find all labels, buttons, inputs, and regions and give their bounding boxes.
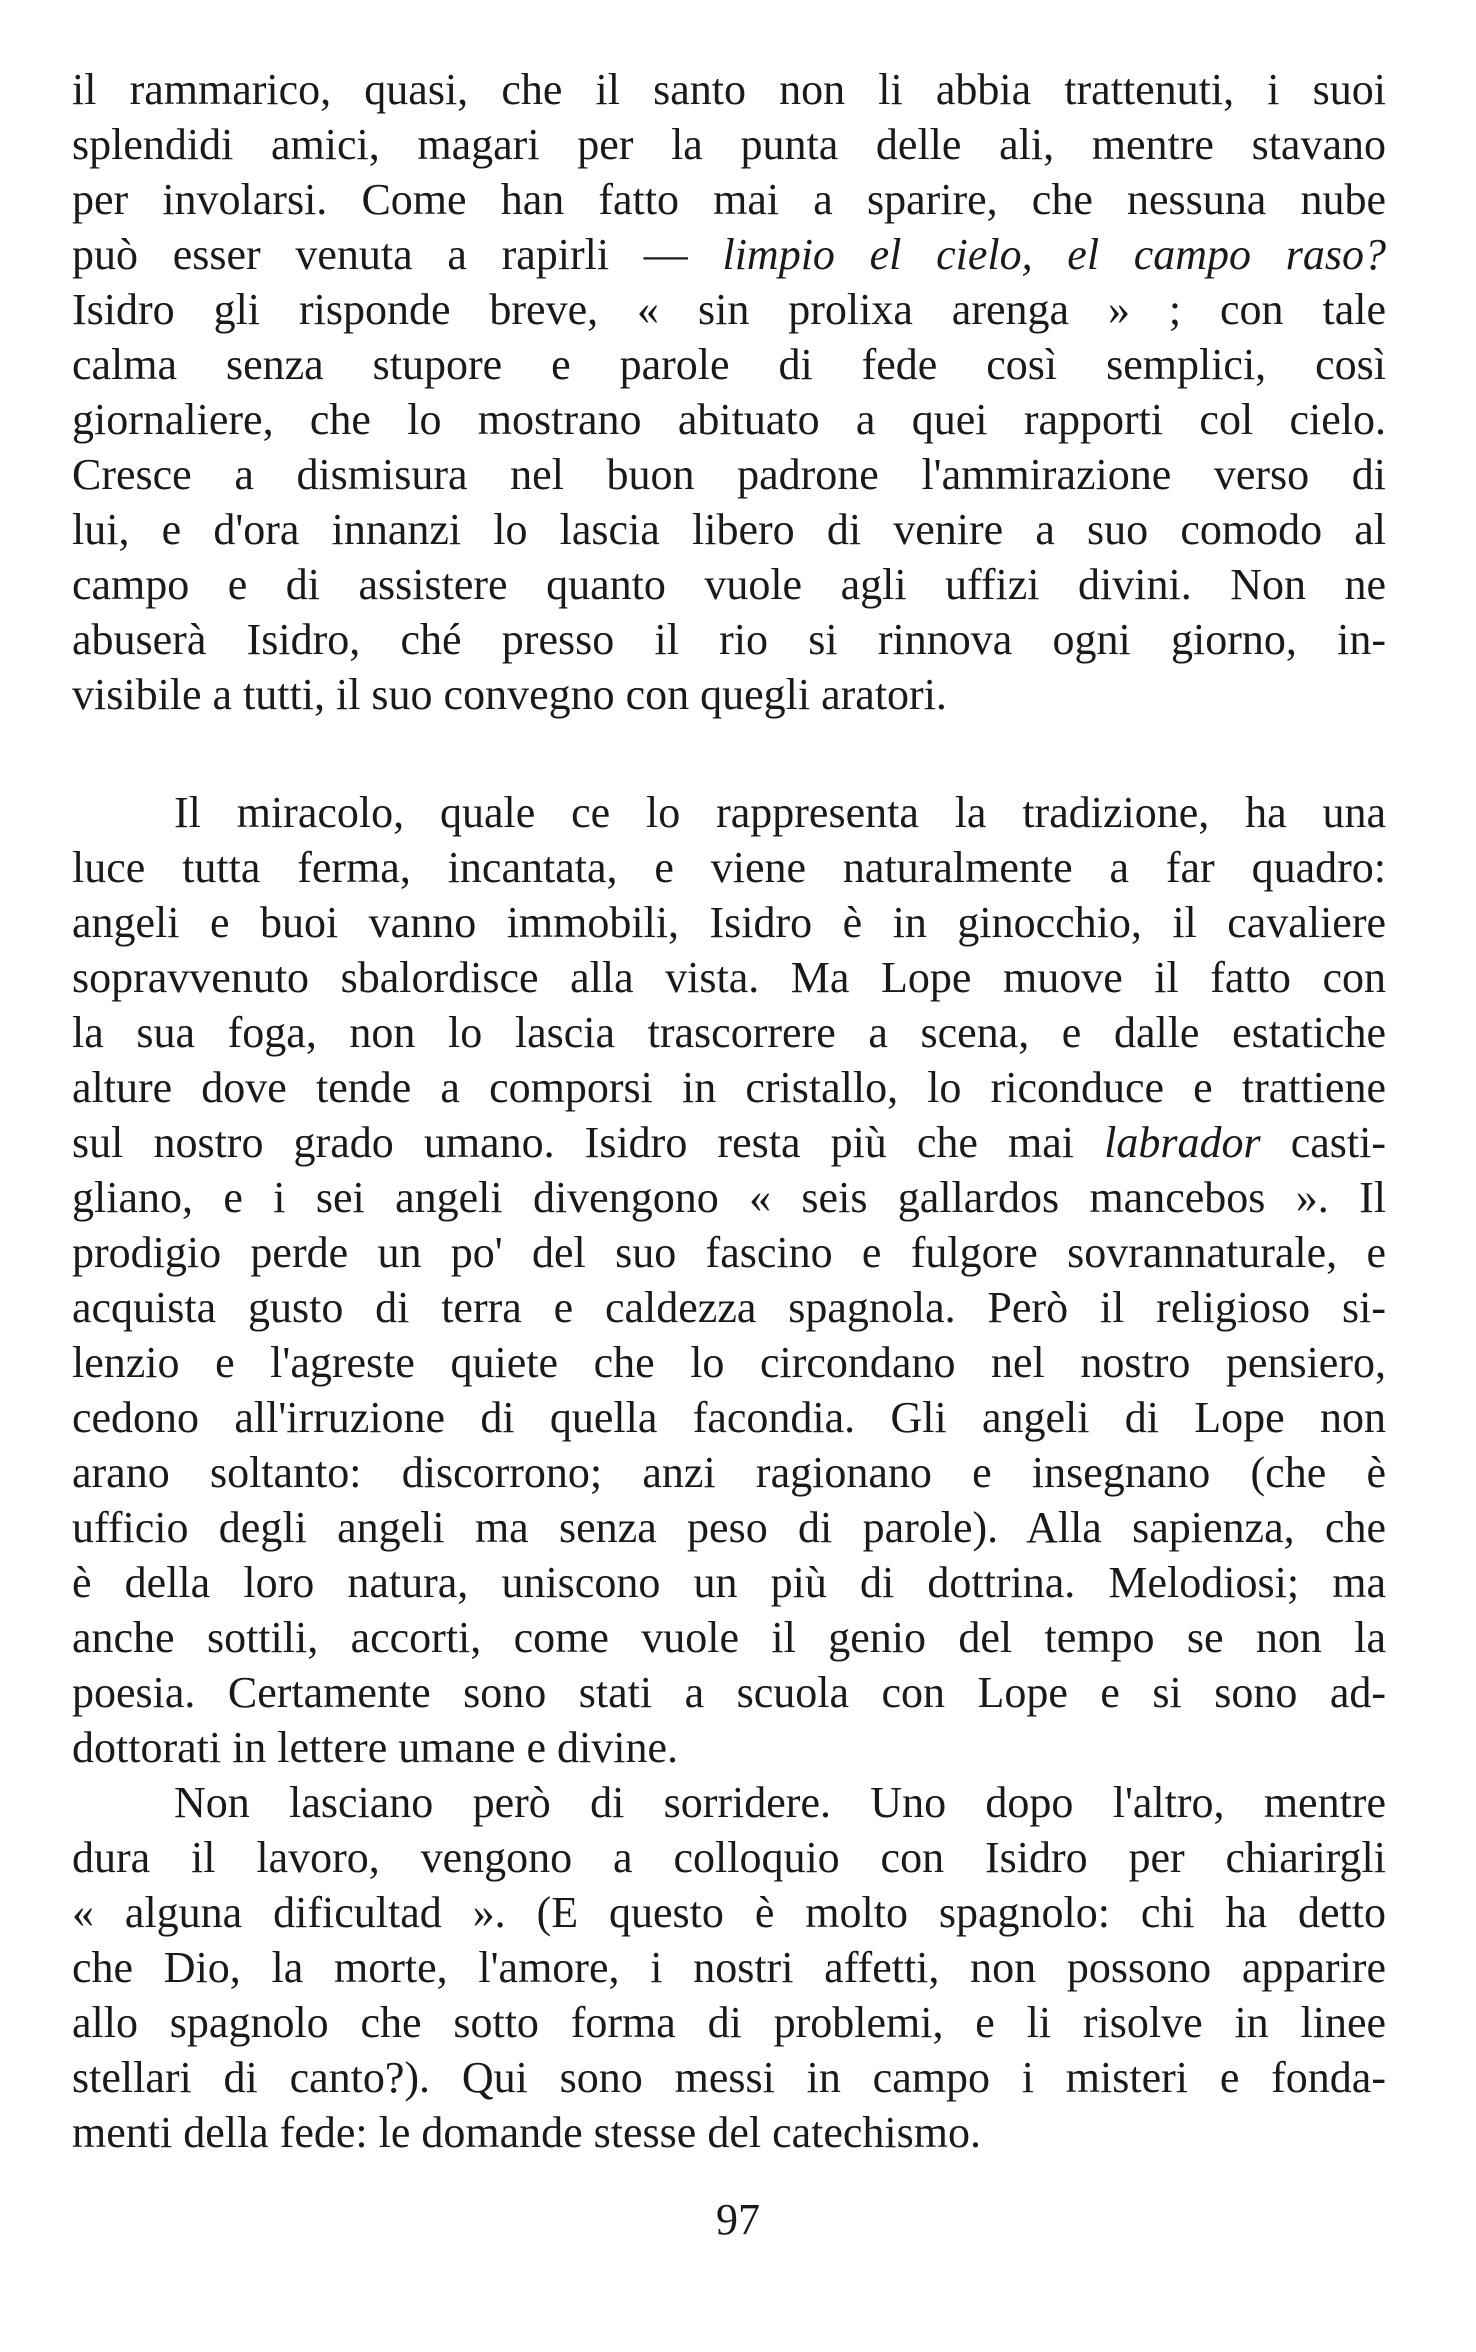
text-line: calma senza stupore e parole di fede così semplici, così [72, 340, 1386, 389]
text-line: allo spagnolo che sotto forma di problemi, e li risolve in linee [72, 1998, 1386, 2047]
italic-quote: limpio el cielo, el campo raso? [722, 230, 1387, 279]
text-line: giornaliere, che lo mostrano abituato a quei rapporti col cielo. [72, 395, 1386, 444]
text-span: può esser venuta a rapirli — [72, 230, 723, 279]
italic-word: labrador [1104, 1118, 1261, 1167]
text-line: Il miracolo, quale ce lo rappresenta la tradizione, ha una [174, 788, 1386, 837]
text-line: lenzio e l'agreste quiete che lo circondano nel nostro pensiero, [72, 1338, 1386, 1387]
text-line: per involarsi. Come han fatto mai a sparire, che nessuna nube [72, 175, 1386, 224]
text-line: visibile a tutti, il suo convegno con quegli aratori. [72, 670, 947, 719]
text-line: la sua foga, non lo lascia trascorrere a scena, e dalle estatiche [72, 1008, 1386, 1057]
text-line: menti della fede: le domande stesse del catechismo. [72, 2108, 982, 2157]
page-number: 97 [716, 2195, 760, 2244]
text-line: acquista gusto di terra e caldezza spagnola. Però il religioso si- [72, 1283, 1386, 1332]
text-line: splendidi amici, magari per la punta delle ali, mentre stavano [72, 120, 1386, 169]
text-line: stellari di canto?). Qui sono messi in campo i misteri e fonda- [72, 2053, 1386, 2102]
text-line: lui, e d'ora innanzi lo lascia libero di venire a suo comodo al [72, 505, 1386, 554]
text-line: sopravvenuto sbalordisce alla vista. Ma Lope muove il fatto con [72, 953, 1386, 1002]
text-line: è della loro natura, uniscono un più di dottrina. Melodiosi; ma [72, 1558, 1386, 1607]
text-line: gliano, e i sei angeli divengono « seis gallardos mancebos ». Il [72, 1173, 1386, 1222]
text-line [72, 225, 1386, 285]
text-line: alture dove tende a comporsi in cristallo, lo riconduce e trattiene [72, 1063, 1386, 1112]
text-line: dottorati in lettere umane e divine. [72, 1723, 679, 1772]
text-line: campo e di assistere quanto vuole agli uffizi divini. Non ne [72, 560, 1386, 609]
text-line: abuserà Isidro, ché presso il rio si rinnova ogni giorno, in- [72, 615, 1386, 664]
text-span: casti- [1260, 1118, 1387, 1167]
text-span: sul nostro grado umano. Isidro resta più che mai [72, 1118, 1075, 1167]
text-line: angeli e buoi vanno immobili, Isidro è in ginocchio, il cavaliere [72, 898, 1386, 947]
text-line: anche sottili, accorti, come vuole il genio del tempo se non la [72, 1613, 1386, 1662]
text-line: il rammarico, quasi, che il santo non li abbia trattenuti, i suoi [72, 65, 1386, 114]
text-line: cedono all'irruzione di quella facondia. Gli angeli di Lope non [72, 1393, 1386, 1442]
text-line: poesia. Certamente sono stati a scuola con Lope e si sono ad- [72, 1668, 1386, 1717]
text-line: ufficio degli angeli ma senza peso di parole). Alla sapienza, che [72, 1503, 1386, 1552]
text-line: dura il lavoro, vengono a colloquio con Isidro per chiarirgli [72, 1833, 1386, 1882]
text-line: Non lasciano però di sorridere. Uno dopo l'altro, mentre [174, 1778, 1386, 1827]
text-line: Isidro gli risponde breve, « sin prolixa arenga » ; con tale [72, 285, 1386, 334]
text-line: luce tutta ferma, incantata, e viene naturalmente a far quadro: [72, 843, 1386, 892]
text-line [72, 1113, 1386, 1173]
text-line: arano soltanto: discorrono; anzi ragionano e insegnano (che è [72, 1448, 1386, 1497]
text-line: « alguna dificultad ». (E questo è molto spagnolo: chi ha detto [72, 1888, 1386, 1937]
text-line: Cresce a dismisura nel buon padrone l'ammirazione verso di [72, 450, 1386, 499]
text-line: prodigio perde un po' del suo fascino e fulgore sovrannaturale, e [72, 1228, 1386, 1277]
text-line: che Dio, la morte, l'amore, i nostri affetti, non possono apparire [72, 1943, 1386, 1992]
